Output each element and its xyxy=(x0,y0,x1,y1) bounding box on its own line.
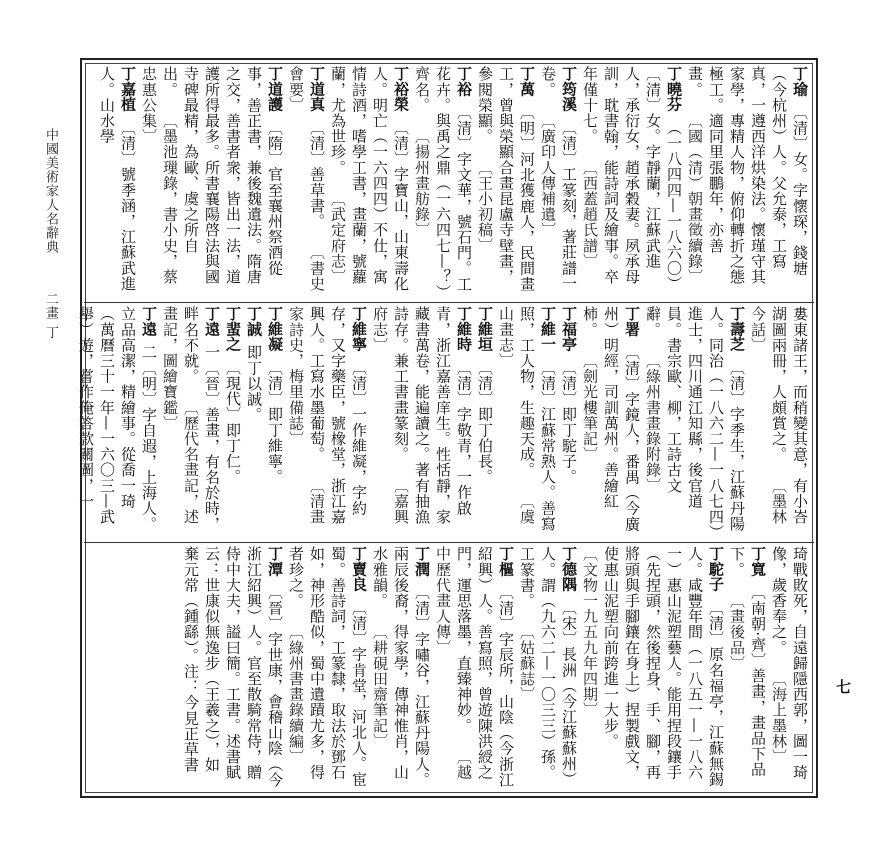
text-band-middle xyxy=(77,306,810,538)
dictionary-entry xyxy=(161,306,221,532)
entry-headword: 丁瑜 xyxy=(791,66,809,97)
entry-body: 〔清〕一作維凝，字約存，又字藥臣，號橡堂，浙江嘉興人。工寫水墨葡萄。 xyxy=(308,306,368,525)
entry-headword: 丁裕 xyxy=(455,66,473,97)
running-header xyxy=(42,128,58,339)
entry-source: 〔文物一九五九年四期〕 xyxy=(581,546,599,718)
entry-source: 〔劍光樓筆記〕 xyxy=(581,352,599,463)
entry-body: 〔清〕字鏡人，番禺（今廣州）明經，司訓萬州。善繪紅柿。 xyxy=(581,306,641,532)
entry-headword: 丁賣良 xyxy=(350,546,368,592)
entry-headword: 丁署 xyxy=(623,306,641,337)
dictionary-entry xyxy=(749,306,809,524)
entry-source: 〔越中歷代畫人傳〕 xyxy=(434,546,473,781)
dictionary-entry xyxy=(77,306,158,532)
entry-source: 〔國（清）朝畫徵續錄〕 xyxy=(686,112,704,285)
entry-source: 〔海上墨林〕 xyxy=(770,670,788,765)
entry-body: 〔清〕字嘯谷，江蘇丹陽人。兩辰後裔，得家學，傳神惟肖，山水雅韻。 xyxy=(371,546,431,788)
entry-body: 〔清〕善草書。 xyxy=(308,119,326,229)
entry-source: 〔西蓋趙氏譜〕 xyxy=(581,159,599,269)
entry-body: 二〔明〕字自遐，上海人。立品高潔，精繪事。從喬一琦（萬曆三十一年—一六〇三—武舉）遊，嘗作俺答款關圖，一 xyxy=(77,306,158,532)
text-band-bottom xyxy=(88,546,810,788)
entry-source: 〔武定府志〕 xyxy=(329,190,347,285)
entry-body: 〔清〕工篆刻，著莊譜一卷。 xyxy=(539,66,578,292)
entry-source: 〔耕硯田齋筆記〕 xyxy=(371,624,389,749)
entry-body: 〔清〕號季涵，江蘇武進人。山水學 xyxy=(98,66,137,292)
entry-source: 〔綠州書畫錄附錄〕 xyxy=(644,352,662,494)
dictionary-entry xyxy=(329,66,410,291)
dictionary-entry xyxy=(371,546,431,787)
dictionary-entry xyxy=(287,66,326,291)
dictionary-entry xyxy=(581,546,725,787)
entry-headword: 丁樞 xyxy=(497,546,515,577)
dictionary-entry xyxy=(98,66,137,291)
entry-source: 〔姑蘇誌〕 xyxy=(518,624,536,703)
band-text xyxy=(75,306,810,538)
entry-headword: 丁潤 xyxy=(413,546,431,577)
entry-headword: 丁裕榮 xyxy=(392,66,410,112)
entry-body: 即丁以誠。 xyxy=(245,344,263,423)
dictionary-entry xyxy=(770,546,809,780)
entry-body: 〔清〕字辰所，山陰（今浙江紹興）人。善寫照，曾遊陳洪綬之門，運思落墨，直臻神妙。 xyxy=(455,546,515,788)
entry-headword: 丁寬 xyxy=(749,546,767,577)
entry-body: （一八四四—一八六〇）〔清〕女。字靜蘭，江蘇武進人，承衍女，趙承穀妻。夙承母訓，耽書翰，能詩詞及繪事。卒年僅十七。 xyxy=(581,66,683,292)
entry-body: 〔清〕字季生，江蘇丹陽人。同治（一八六二—一八七四）進士，四川通江知縣，後官道員。書宗歐、柳，工詩古文辭。 xyxy=(644,306,746,533)
entry-source: 〔虞山畫志〕 xyxy=(497,306,536,525)
entry-headword: 丁潭 xyxy=(266,546,284,577)
dictionary-entry xyxy=(140,66,284,284)
entry-headword: 丁維凝 xyxy=(266,306,284,352)
band-text xyxy=(180,546,810,788)
band-text xyxy=(96,66,810,298)
entry-source: 〔揚州畫舫錄〕 xyxy=(413,128,431,238)
dictionary-entry xyxy=(266,306,284,485)
band-divider xyxy=(84,542,814,543)
entry-headword: 丁維一 xyxy=(539,306,557,352)
entry-headword: 丁壽芝 xyxy=(728,306,746,352)
entry-body: 婁東諸王，而稍變其意，有小峇湖圖兩冊，人頗賞之。 xyxy=(770,306,809,525)
dictionary-entry xyxy=(497,306,557,531)
entry-body: 〔清〕即丁駝子。 xyxy=(560,359,578,485)
entry-headword: 丁蜚之 xyxy=(224,306,242,352)
book-title: 中國美術家人名辭典 xyxy=(43,128,58,254)
dictionary-entry xyxy=(182,546,284,787)
dictionary-entry xyxy=(245,306,263,423)
dictionary-entry xyxy=(413,66,473,293)
entry-headword: 丁維時 xyxy=(455,306,473,352)
entry-source: 〔歷代名畫記，述畫記，圖繪寶鑑〕 xyxy=(161,306,200,525)
entry-body: 〔清〕原名福亭，江蘇無錫人。咸豐年間（一八五一—一八六一）惠山泥塑藝人。能用捏段鑲手（先捏頭，然後捏身、手、腳，再將頭與手腳鑲在身上）捏製戲文，使惠山泥塑向前跨進一大步。 xyxy=(602,546,725,787)
dictionary-entry xyxy=(476,306,494,485)
entry-source: 〔書史會要〕 xyxy=(287,66,326,292)
dictionary-entry xyxy=(686,66,809,284)
dictionary-entry xyxy=(728,546,767,777)
dictionary-entry xyxy=(560,306,578,485)
entry-body: 〔明〕河北獲鹿人，民間畫工，曾與榮顯合畫昆盧寺壁畫，參閱榮顯。 xyxy=(476,66,536,292)
entry-body: 〔清〕字敬青，一作啟青，浙江嘉善庠生。性恬靜，家藏書萬卷，能遍讀之。著有抽漁詩存。兼工書畫篆刻。 xyxy=(392,306,473,525)
entry-source: 〔綠州書畫錄續編〕 xyxy=(287,624,305,765)
entry-source: 〔墨林今話〕 xyxy=(749,306,788,525)
dictionary-entry xyxy=(518,546,578,787)
entry-body: 〔清〕字文華，號石門。工花卉。與禹之鼎（一六四七—？）齊名。 xyxy=(413,66,473,293)
entry-body: 〔清〕即丁伯長。 xyxy=(476,359,494,485)
entry-headword: 丁維寧 xyxy=(350,306,368,352)
section-label: 二畫 丁 xyxy=(43,292,58,340)
entry-headword: 丁駝子 xyxy=(707,546,725,592)
entry-headword: 丁德隅 xyxy=(560,546,578,592)
entry-body: 〔宋〕長洲（今江蘇蘇州）人。謂（九六二—一〇三三）孫。工篆書。 xyxy=(518,546,578,787)
dictionary-entry xyxy=(581,306,641,532)
dictionary-entry xyxy=(434,546,515,787)
dictionary-entry xyxy=(287,546,368,787)
entry-headword: 丁曉芬 xyxy=(665,66,683,112)
dictionary-entry xyxy=(476,66,536,292)
entry-headword: 丁維垣 xyxy=(476,306,494,352)
entry-headword: 丁道真 xyxy=(308,66,326,112)
entry-body: 〔隋〕官至襄州祭酒從事，善正書，兼後魏遺法。隋唐之交，善書者衆，皆出一法，道護所得最多。所書襄陽啓法與國寺碑最精，為歐、虞之所自出。 xyxy=(161,66,284,285)
entry-headword: 丁嘉植 xyxy=(119,66,137,112)
entry-headword: 丁誠 xyxy=(245,306,263,337)
entry-body: 〔清〕即丁維寧。 xyxy=(266,359,284,485)
entry-headword: 丁遠 xyxy=(140,306,158,337)
dictionary-entry xyxy=(224,306,242,485)
entry-source: 〔王小初稿〕 xyxy=(476,159,494,254)
entry-body: 〔清〕江蘇常熟人。善寫照，工人物，生趣天成。 xyxy=(518,306,557,532)
dictionary-entry xyxy=(539,66,578,291)
entry-body: 〔清〕字寶山，山東壽化人。明亡（一六四四）不仕，寓情詩酒，嗜學工書，畫蘭，號蘿蘭，尤為世珍。 xyxy=(329,66,410,292)
entry-headword: 丁道護 xyxy=(266,66,284,112)
entry-body: 琦戰敗死，自遠歸隱西郭，圖一琦像，歲香奉之。 xyxy=(770,546,809,780)
entry-source: 〔嘉興府志〕 xyxy=(371,306,410,525)
text-band-top xyxy=(88,66,810,298)
dictionary-entry xyxy=(287,306,368,524)
header-spacer xyxy=(43,259,58,287)
entry-body: 〔清〕字肯堂，河北人。宦蜀。善詩詞，工篆隸，取法於鄧石如，神形酷似，蜀中遺蹟尤多，得者珍之。 xyxy=(287,546,368,787)
page-number: 七 xyxy=(836,678,852,696)
entry-source: 〔清畫家詩史，梅里備誌〕 xyxy=(287,306,326,525)
entry-body: 一〔晉〕善畫，有名於時，畔名不就。 xyxy=(182,306,221,532)
entry-headword: 丁筠溪 xyxy=(560,66,578,112)
entry-headword: 丁福亭 xyxy=(560,306,578,352)
entry-body: 〔清〕女。字懷琛，錢塘（今杭州）人。父允泰，工寫真，一遵西洋烘染法。懷瑾守其家學，專精人物，俯仰轉折之態極工。適同里張鵬年，亦善畫。 xyxy=(686,66,809,285)
entry-body: 〔南朝·齊〕善畫，畫品下品下。 xyxy=(728,546,767,778)
entry-body: 〔晉〕字世康，會稽山陰（今浙江紹興）人。官至散騎常侍，贈侍中大夫，謚曰簡。工書。述書賦云：世康似無逸步（王羲之），如棄元常（鍾繇）。注：今見正草書 xyxy=(182,546,284,788)
dictionary-entry xyxy=(581,66,683,291)
entry-headword: 丁萬 xyxy=(518,66,536,97)
entry-body: 〔現代〕即丁仁。 xyxy=(224,359,242,485)
entry-source: 〔廣印人傳補遺〕 xyxy=(539,112,557,238)
entry-headword: 丁遠 xyxy=(203,306,221,337)
entry-source: 〔墨池璅錄，書小史，蔡忠惠公集〕 xyxy=(140,66,179,285)
band-divider xyxy=(84,302,814,303)
dictionary-entry xyxy=(371,306,473,524)
dictionary-entry xyxy=(644,306,746,533)
entry-source: 〔畫後品〕 xyxy=(728,592,746,671)
